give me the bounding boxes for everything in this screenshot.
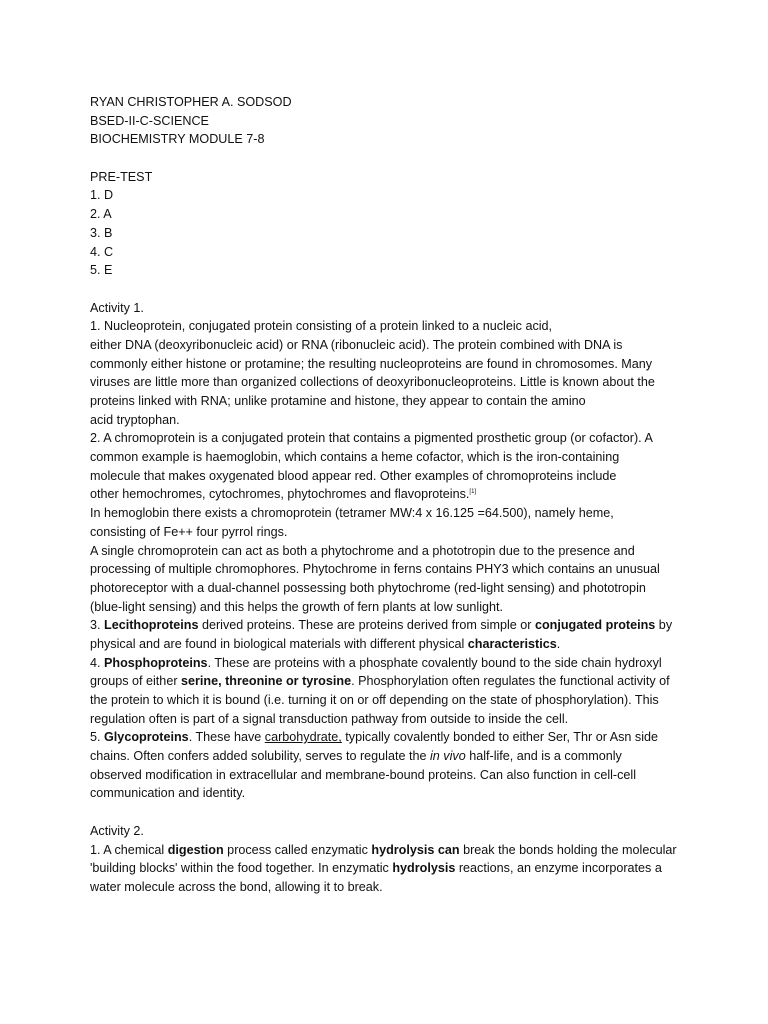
paragraph-line: 1. Nucleoprotein, conjugated protein consisting of a protein linked to a nucleic acid, bbox=[90, 319, 553, 334]
pretest-answer: 3. B bbox=[90, 225, 113, 240]
paragraph-line: acid tryptophan. bbox=[90, 412, 180, 427]
paragraph-line: In hemoglobin there exists a chromoprotein (tetramer MW:4 x 16.125 =64.500), namely heme, bbox=[90, 506, 614, 521]
paragraph-line: water molecule across the bond, allowing it to break. bbox=[90, 879, 383, 894]
bold-term: serine, threonine or tyrosine bbox=[181, 674, 352, 689]
citation-link[interactable]: [1] bbox=[469, 489, 477, 496]
paragraph-text: process called enzymatic bbox=[223, 842, 372, 857]
paragraph-line bbox=[90, 672, 680, 691]
author-name: RYAN CHRISTOPHER A. SODSOD bbox=[90, 95, 292, 109]
paragraph-line: common example is haemoglobin, which contains a heme cofactor, which is the iron-containing bbox=[90, 450, 620, 465]
paragraph-line: commonly either histone or protamine; the resulting nucleoproteins are found in chromosomes. Many bbox=[90, 356, 653, 371]
bold-term: conjugated proteins bbox=[534, 618, 656, 633]
paragraph-text: half-life, and is a commonly bbox=[465, 749, 622, 764]
paragraph-line: (blue-light sensing) and this helps the growth of fern plants at low sunlight. bbox=[90, 599, 504, 614]
paragraph-line: photoreceptor with a dual-channel possessing both phytochrome (red-light sensing) and phototropin bbox=[90, 580, 646, 595]
paragraph-line bbox=[90, 859, 680, 878]
paragraph-text: by bbox=[655, 618, 673, 633]
paragraph-line bbox=[90, 616, 680, 635]
paragraph-line: proteins linked with RNA; unlike protamine and histone, they appear to contain the amino bbox=[90, 394, 586, 408]
paragraph-line bbox=[90, 635, 680, 654]
paragraph-line: either DNA (deoxyribonucleic acid) or RNA (ribonucleic acid). The protein combined with DNA is bbox=[90, 337, 623, 352]
paragraph-line: the protein to which it is bound (i.e. turning it on or off depending on the state of phosphorylation). This bbox=[90, 693, 659, 707]
bold-term: hydrolysis bbox=[392, 861, 456, 876]
bold-term: Glycoproteins bbox=[104, 730, 189, 745]
paragraph-text: 'building blocks' within the food together. In enzymatic bbox=[90, 861, 393, 876]
paragraph-line bbox=[90, 485, 680, 504]
course-section: BSED-II-C-SCIENCE bbox=[90, 113, 209, 128]
paragraph-line: processing of multiple chromophores. Phytochrome in ferns contains PHY3 which contains an unusual bbox=[90, 562, 660, 577]
paragraph-text: chains. Often confers added solubility, serves to regulate the bbox=[90, 749, 430, 764]
paragraph-line: observed modification in extracellular and membrane-bound proteins. Can also function in cell-cell bbox=[90, 767, 637, 782]
paragraph-line bbox=[90, 654, 680, 673]
paragraph-line: communication and identity. bbox=[90, 786, 246, 801]
paragraph-text: derived proteins. These are proteins derived from simple or bbox=[198, 618, 535, 633]
pretest-answer: 2. A bbox=[90, 207, 112, 222]
bold-term: characteristics bbox=[467, 636, 557, 651]
paragraph-line bbox=[90, 747, 680, 766]
pretest-answer: 1. D bbox=[90, 188, 114, 203]
paragraph-line bbox=[90, 728, 680, 747]
paragraph-line bbox=[90, 841, 680, 860]
paragraph-line: molecule that makes oxygenated blood appear red. Other examples of chromoproteins include bbox=[90, 468, 617, 483]
paragraph-text: physical and are found in biological materials with different physical bbox=[90, 636, 468, 651]
bold-term: Lecithoproteins bbox=[104, 618, 199, 633]
paragraph-text: 1. A chemical bbox=[90, 842, 168, 857]
bold-term: Phosphoproteins bbox=[104, 655, 208, 670]
paragraph-text: . These are proteins with a phosphate covalently bound to the side chain hydroxyl bbox=[207, 655, 662, 670]
item-number: 3. bbox=[90, 618, 105, 633]
paragraph-text: . Phosphorylation often regulates the functional activity of bbox=[351, 674, 670, 689]
paragraph-text: typically covalently bonded to either Ser, Thr or Asn side bbox=[341, 730, 658, 745]
item-number: 5. bbox=[90, 730, 105, 745]
paragraph-line: A single chromoprotein can act as both a phytochrome and a phototropin due to the presence and bbox=[90, 543, 635, 558]
paragraph-text: . bbox=[556, 636, 561, 651]
paragraph-line: regulation often is part of a signal transduction pathway from outside to inside the cell. bbox=[90, 711, 569, 726]
activity1-title: Activity 1. bbox=[90, 300, 144, 315]
paragraph-text: reactions, an enzyme incorporates a bbox=[455, 861, 662, 876]
bold-term: digestion bbox=[167, 842, 224, 857]
pretest-answer: 5. E bbox=[90, 263, 113, 278]
bold-term: hydrolysis bbox=[371, 842, 435, 857]
paragraph-line: consisting of Fe++ four pyrrol rings. bbox=[90, 524, 288, 539]
bold-term: can bbox=[437, 842, 460, 857]
paragraph-text: break the bonds holding the molecular bbox=[459, 842, 677, 857]
paragraph-text: other hemochromes, cytochromes, phytochromes and flavoproteins. bbox=[90, 487, 470, 502]
item-number: 4. bbox=[90, 655, 105, 670]
activity2-title: Activity 2. bbox=[90, 823, 144, 838]
paragraph-text: groups of either bbox=[90, 674, 182, 689]
paragraph-text: . These have bbox=[188, 730, 265, 745]
document-page bbox=[90, 93, 680, 897]
italic-term: in vivo bbox=[430, 749, 466, 764]
underlined-link[interactable]: carbohydrate, bbox=[264, 730, 342, 745]
pretest-title: PRE-TEST bbox=[90, 169, 153, 184]
module-title: BIOCHEMISTRY MODULE 7-8 bbox=[90, 132, 265, 147]
paragraph-line: 2. A chromoprotein is a conjugated protein that contains a pigmented prosthetic group (or cofactor). A bbox=[90, 431, 653, 446]
pretest-answer: 4. C bbox=[90, 244, 114, 259]
paragraph-line: viruses are little more than organized collections of deoxyribonucleoproteins. Little is known about the bbox=[90, 375, 655, 390]
